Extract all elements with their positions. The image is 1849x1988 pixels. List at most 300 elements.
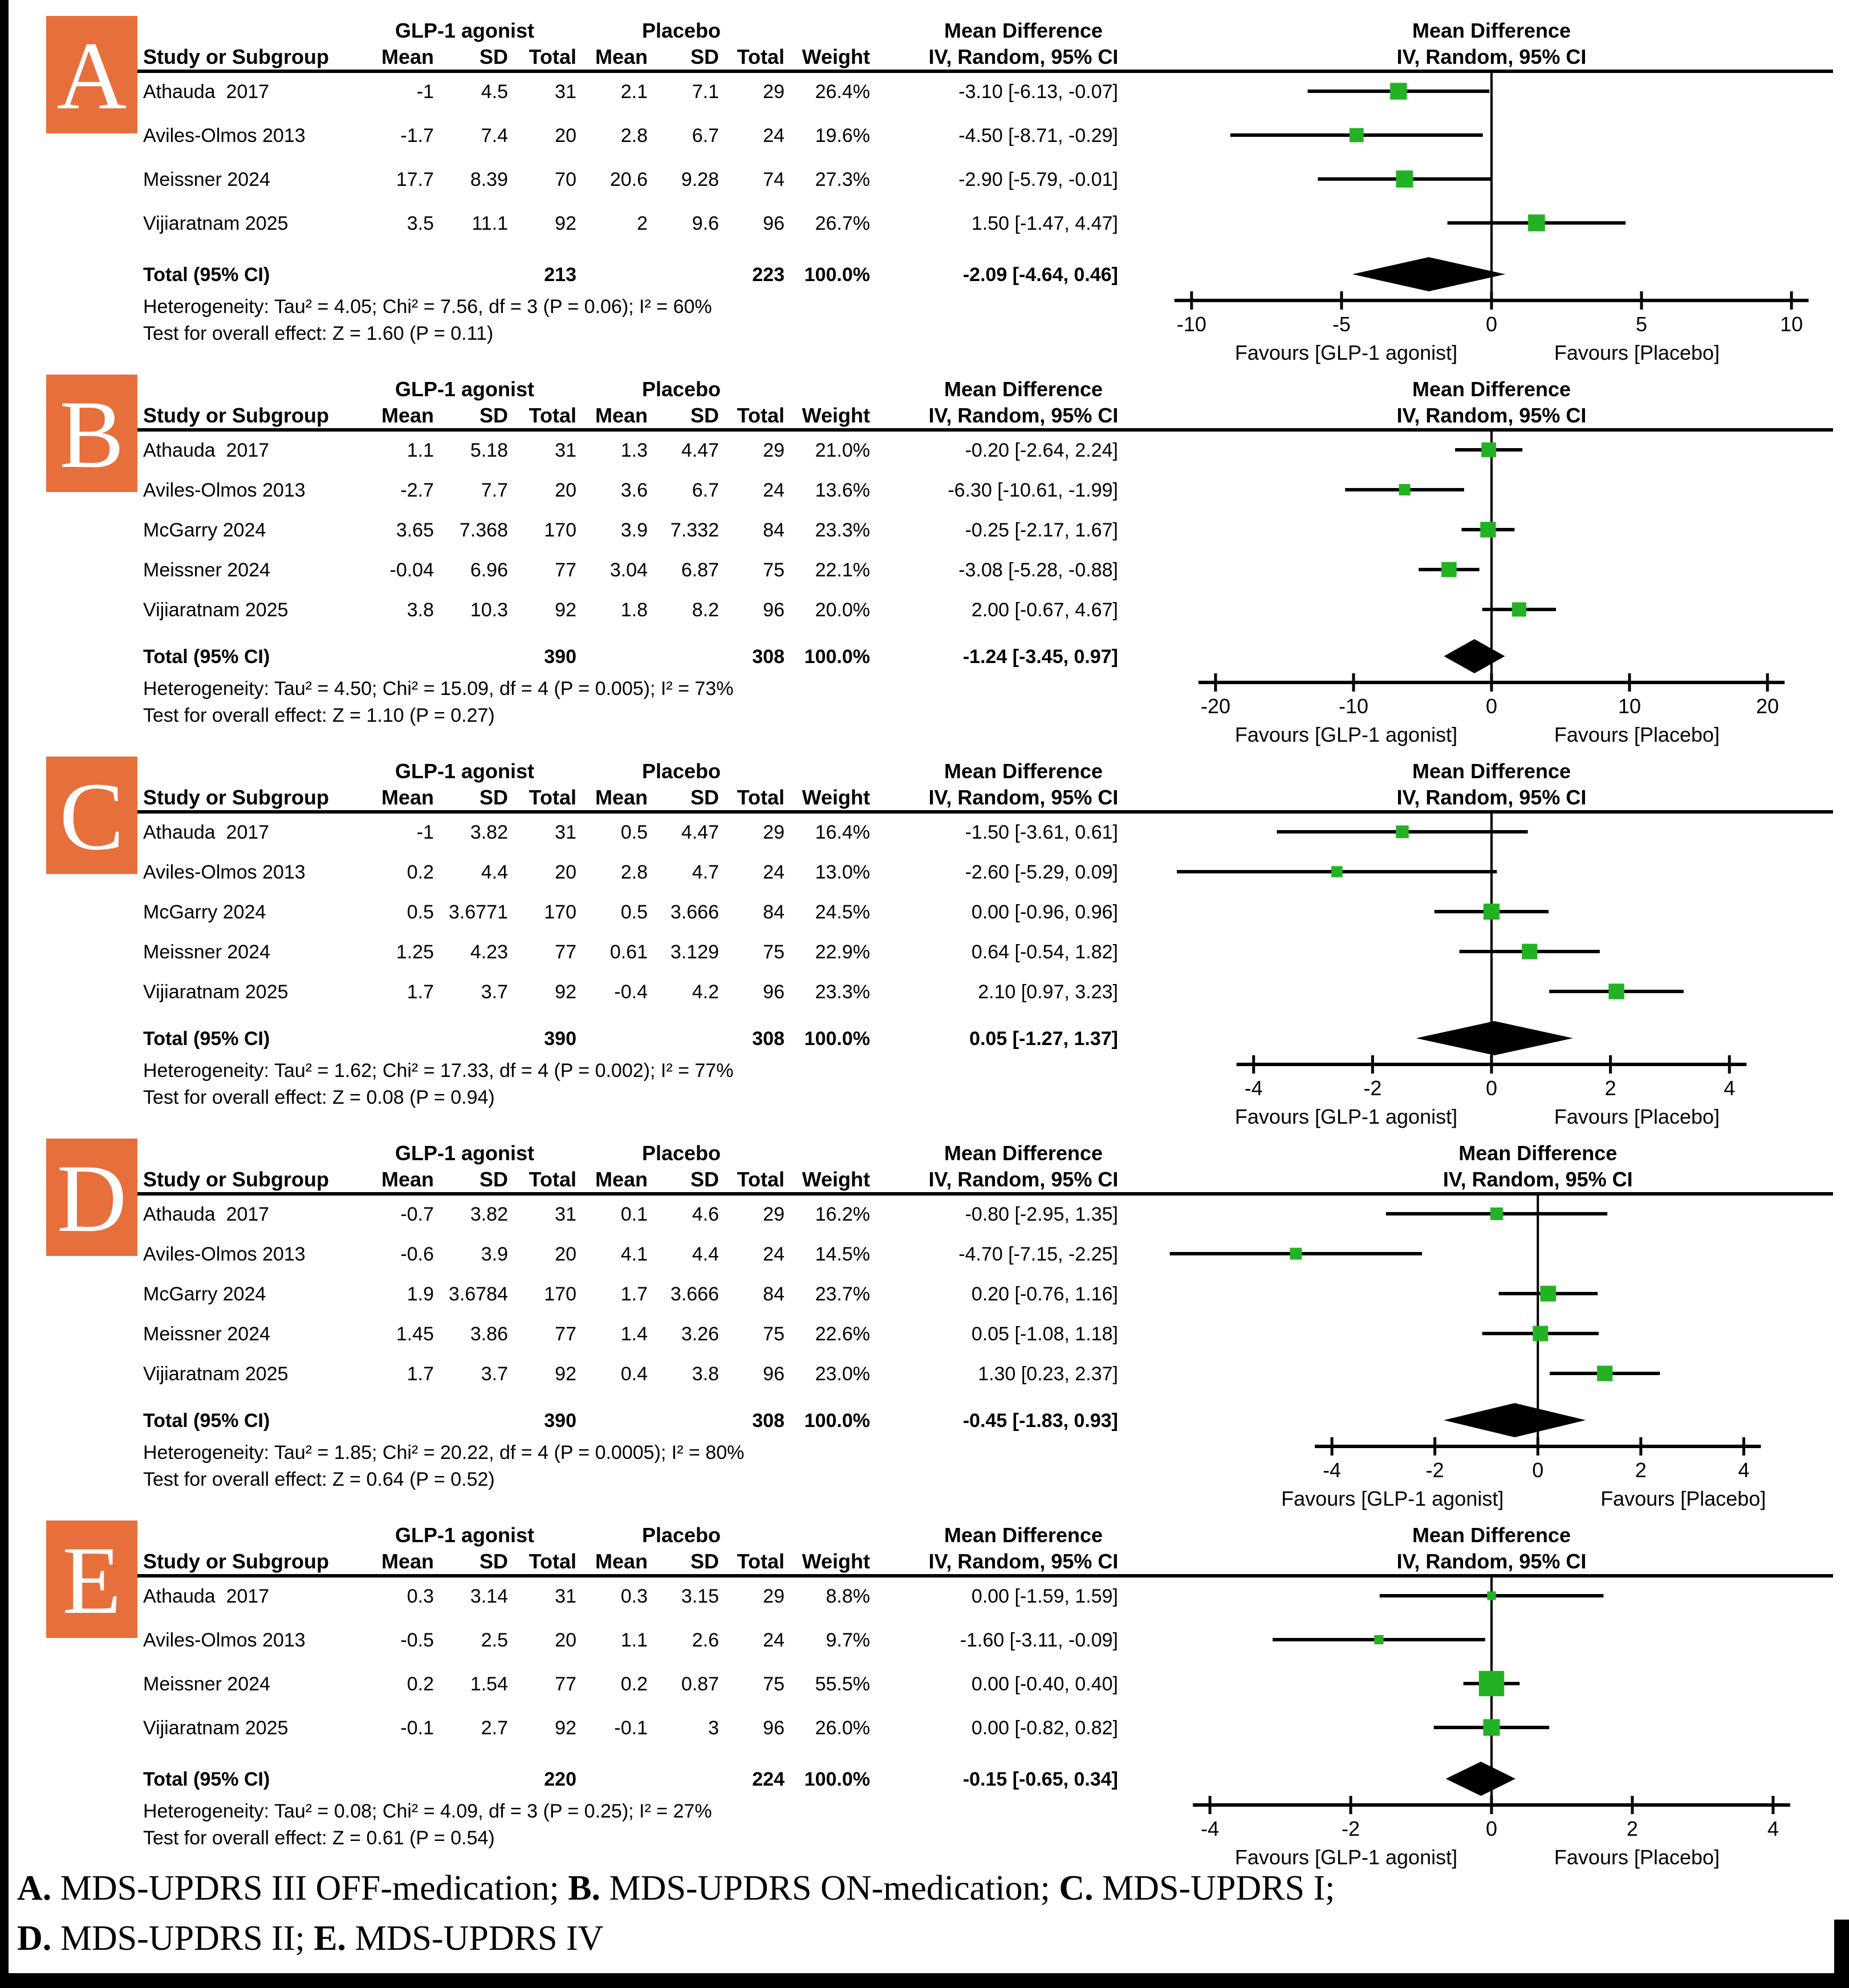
x-axis-tick-label: -5 (1332, 312, 1351, 336)
md-ci-value: -3.08 [-5.28, -0.88] (958, 559, 1118, 581)
pooled-diamond (1444, 639, 1505, 673)
total-md-ci: -0.15 [-0.65, 0.34] (962, 1769, 1118, 1790)
group2-value: 3.15 (681, 1585, 719, 1607)
effect-marker (1396, 826, 1408, 838)
panel-C-forest-plot (9, 753, 1849, 1135)
group2-value: 1.3 (620, 440, 648, 461)
group2-value: 96 (763, 981, 785, 1003)
column-header-total: Total (737, 1550, 785, 1573)
group1-value: 8.39 (470, 169, 508, 190)
group1-value: 20 (555, 479, 576, 501)
md-ci-value: -3.10 [-6.13, -0.07] (958, 81, 1118, 103)
favours-left-label: Favours [GLP-1 agonist] (1234, 341, 1458, 364)
total-weight: 100.0% (804, 1410, 870, 1432)
study-name: Aviles-Olmos 2013 (143, 861, 306, 883)
md-ci-value: -0.80 [-2.95, 1.35] (965, 1204, 1118, 1225)
group1-value: 170 (544, 1283, 576, 1305)
x-axis-tick-label: -10 (1176, 312, 1206, 336)
group2-value: 84 (763, 901, 785, 923)
md-plot-header: Mean Difference (1412, 759, 1571, 783)
group2-value: 75 (763, 1673, 785, 1695)
total-group2-n: 308 (752, 1410, 785, 1432)
column-header-total: Total (529, 786, 576, 809)
study-name: Vijiaratnam 2025 (143, 599, 288, 621)
heterogeneity-text: Heterogeneity: Tau² = 0.08; Chi² = 4.09, df = 3 (P = 0.25); I² = 27% (143, 1800, 712, 1822)
group2-value: 96 (763, 213, 785, 234)
weight-value: 27.3% (815, 169, 870, 190)
group1-value: 1.9 (407, 1283, 434, 1305)
column-header-sd: SD (479, 404, 508, 427)
header-separator-line (137, 810, 1833, 814)
column-header-weight: Weight (802, 786, 870, 809)
group2-value: 2.1 (620, 81, 648, 103)
weight-value: 19.6% (815, 125, 870, 147)
group2-value: 24 (763, 1243, 785, 1265)
panel-badge-letter: B (59, 381, 124, 488)
group1-value: 3.6771 (449, 901, 508, 923)
group2-value: 6.7 (692, 479, 719, 501)
group2-value: 24 (763, 861, 785, 883)
weight-value: 55.5% (815, 1673, 870, 1695)
caption-label-b: B. (568, 1869, 601, 1908)
column-header-mean: Mean (595, 45, 648, 68)
effect-marker (1390, 83, 1407, 99)
group1-value: 6.96 (470, 559, 508, 581)
group2-value: 9.6 (692, 213, 719, 234)
total-weight: 100.0% (804, 1028, 870, 1050)
group2-value: 2.8 (620, 125, 648, 147)
group1-value: 31 (555, 440, 576, 461)
panel-E-forest-plot (9, 1517, 1849, 1876)
x-axis-tick-label: -2 (1342, 1817, 1360, 1840)
md-ci-value: 2.00 [-0.67, 4.67] (971, 599, 1118, 621)
favours-left-label: Favours [GLP-1 agonist] (1234, 1105, 1458, 1128)
weight-value: 20.0% (815, 599, 870, 621)
header-separator-line (137, 70, 1833, 73)
study-name: Athauda 2017 (143, 1585, 270, 1607)
column-header-sd: SD (479, 45, 508, 68)
md-ci-value: -1.60 [-3.11, -0.09] (960, 1629, 1118, 1651)
group2-value: 2 (637, 213, 648, 234)
total-label: Total (95% CI) (143, 1028, 270, 1050)
md-ci-value: -1.50 [-3.61, 0.61] (965, 822, 1118, 843)
pooled-diamond (1444, 1403, 1586, 1437)
group1-value: 31 (555, 81, 576, 103)
group2-value: 2.6 (692, 1629, 719, 1651)
md-method-header: IV, Random, 95% CI (928, 1168, 1119, 1191)
group2-value: 4.6 (692, 1204, 719, 1225)
md-ci-value: 0.00 [-0.40, 0.40] (971, 1673, 1118, 1695)
x-axis-tick-label: 0 (1485, 1817, 1498, 1840)
caption-line-2 (17, 1913, 1824, 1963)
figure-border-corner (1834, 1920, 1849, 1988)
effect-marker (1350, 128, 1364, 143)
effect-marker (1608, 983, 1624, 999)
group2-value: 3.666 (670, 1283, 719, 1305)
group2-value: 0.2 (620, 1673, 648, 1695)
group1-value: 3.65 (396, 519, 434, 541)
x-axis-tick-label: -4 (1201, 1817, 1220, 1840)
group1-value: 7.368 (459, 519, 508, 541)
x-axis-tick-label: 4 (1724, 1076, 1736, 1100)
favours-left-label: Favours [GLP-1 agonist] (1234, 723, 1458, 746)
panel-A-forest-plot (9, 13, 1849, 371)
md-plot-header: Mean Difference (1458, 1141, 1618, 1165)
column-header-sd: SD (479, 1550, 508, 1573)
x-axis-tick-label: 5 (1636, 312, 1648, 336)
group2-value: 75 (763, 559, 785, 581)
study-name: Vijiaratnam 2025 (143, 1717, 288, 1739)
md-plot-header: Mean Difference (1412, 19, 1571, 42)
column-header-mean: Mean (595, 404, 648, 427)
effect-marker (1597, 1365, 1612, 1381)
effect-marker (1541, 1286, 1557, 1302)
x-axis-tick-label: 10 (1780, 312, 1803, 336)
md-ci-value: 0.00 [-0.82, 0.82] (971, 1717, 1118, 1739)
favours-right-label: Favours [Placebo] (1554, 1105, 1720, 1128)
md-ci-value: 1.50 [-1.47, 4.47] (971, 213, 1118, 234)
column-header-weight: Weight (802, 1168, 870, 1191)
group2-value: 29 (763, 81, 785, 103)
effect-marker (1481, 442, 1496, 457)
group2-value: 9.28 (681, 169, 719, 190)
group2-value: 4.4 (692, 1243, 719, 1265)
group2-value: 0.4 (620, 1363, 648, 1385)
favours-right-label: Favours [Placebo] (1554, 1845, 1720, 1869)
group1-value: 1.1 (407, 440, 434, 461)
total-label: Total (95% CI) (143, 646, 270, 668)
caption-label-a: A. (17, 1869, 52, 1908)
effect-marker (1374, 1635, 1383, 1644)
pooled-diamond (1352, 257, 1505, 291)
group1-value: 3.86 (470, 1323, 508, 1345)
column-header-mean: Mean (381, 786, 434, 809)
group2-value: 4.7 (692, 861, 719, 883)
md-plot-header: Mean Difference (1412, 1523, 1571, 1547)
group1-value: 170 (544, 901, 576, 923)
heterogeneity-text: Heterogeneity: Tau² = 1.62; Chi² = 17.33, df = 4 (P = 0.002); I² = 77% (143, 1060, 734, 1082)
weight-value: 22.6% (815, 1323, 870, 1345)
group1-value: 20 (555, 125, 576, 147)
md-ci-value: -2.90 [-5.79, -0.01] (958, 169, 1118, 190)
effect-marker (1480, 522, 1496, 537)
group1-value: 1.45 (396, 1323, 434, 1345)
effect-marker (1441, 562, 1457, 578)
group1-value: 3.8 (407, 599, 434, 621)
group1-value: 3.7 (481, 1363, 508, 1385)
group1-value: 1.54 (470, 1673, 508, 1695)
total-group2-n: 223 (752, 264, 785, 286)
group2-header: Placebo (641, 759, 721, 783)
study-name: Athauda 2017 (143, 1204, 270, 1225)
weight-value: 8.8% (826, 1585, 870, 1607)
group2-value: 3.04 (609, 559, 648, 581)
x-axis-tick-label: 0 (1485, 694, 1498, 718)
group2-header: Placebo (641, 1523, 721, 1547)
x-axis-tick-label: 4 (1738, 1458, 1750, 1482)
effect-marker (1290, 1248, 1302, 1260)
group1-value: 5.18 (470, 440, 508, 461)
group1-value: 3.9 (481, 1243, 508, 1265)
weight-value: 16.2% (815, 1204, 870, 1225)
panel-B-forest-plot (9, 371, 1849, 753)
effect-marker (1399, 484, 1411, 495)
column-header-total: Total (737, 786, 785, 809)
x-axis-tick-label: 4 (1767, 1817, 1779, 1840)
effect-marker (1483, 1719, 1499, 1735)
panels-container (9, 13, 1849, 1876)
weight-value: 21.0% (815, 440, 870, 461)
group1-value: -1 (416, 81, 434, 103)
total-weight: 100.0% (804, 1769, 870, 1790)
study-name: Vijiaratnam 2025 (143, 213, 288, 234)
group1-header: GLP-1 agonist (395, 759, 535, 783)
group2-value: 0.5 (620, 901, 648, 923)
column-header-mean: Mean (381, 45, 434, 68)
total-group1-n: 220 (544, 1769, 576, 1790)
md-ci-value: 1.30 [0.23, 2.37] (978, 1363, 1118, 1385)
column-header-total: Total (737, 404, 785, 427)
group1-value: 77 (555, 941, 576, 963)
column-header-sd: SD (690, 786, 719, 809)
total-md-ci: -2.09 [-4.64, 0.46] (962, 264, 1118, 286)
figure-border-bottom (0, 1973, 1849, 1988)
group2-value: 0.1 (620, 1204, 648, 1225)
x-axis-tick-label: -4 (1323, 1458, 1342, 1482)
study-name: McGarry 2024 (143, 519, 266, 541)
group2-value: 4.47 (681, 440, 719, 461)
study-name: McGarry 2024 (143, 901, 266, 923)
column-header-mean: Mean (381, 404, 434, 427)
weight-value: 24.5% (815, 901, 870, 923)
md-ci-value: 0.00 [-0.96, 0.96] (971, 901, 1118, 923)
md-ci-value: 0.00 [-1.59, 1.59] (971, 1585, 1118, 1607)
column-header-mean: Mean (595, 1168, 648, 1191)
study-name: Meissner 2024 (143, 941, 271, 963)
group2-value: 7.1 (692, 81, 719, 103)
md-column-header: Mean Difference (944, 759, 1103, 783)
pooled-diamond (1416, 1021, 1573, 1055)
overall-effect-text: Test for overall effect: Z = 1.10 (P = 0.27) (143, 705, 495, 726)
group2-value: 96 (763, 1363, 785, 1385)
total-group2-n: 224 (752, 1769, 785, 1790)
md-ci-value: 0.05 [-1.08, 1.18] (971, 1323, 1118, 1345)
group2-value: 96 (763, 1717, 785, 1739)
group2-value: 4.1 (620, 1243, 648, 1265)
md-plot-method-header: IV, Random, 95% CI (1396, 404, 1587, 427)
column-header-weight: Weight (802, 45, 870, 68)
weight-value: 23.3% (815, 981, 870, 1003)
md-column-header: Mean Difference (944, 377, 1103, 401)
group2-value: -0.1 (614, 1717, 648, 1739)
study-column-header: Study or Subgroup (143, 786, 329, 809)
group1-value: 92 (555, 599, 576, 621)
md-plot-method-header: IV, Random, 95% CI (1396, 786, 1587, 809)
weight-value: 13.6% (815, 479, 870, 501)
overall-effect-text: Test for overall effect: Z = 0.08 (P = 0.94) (143, 1087, 495, 1108)
caption-label-e: E. (314, 1919, 347, 1958)
md-method-header: IV, Random, 95% CI (928, 1550, 1119, 1573)
group2-value: 75 (763, 941, 785, 963)
column-header-mean: Mean (381, 1168, 434, 1191)
md-method-header: IV, Random, 95% CI (928, 45, 1119, 68)
column-header-total: Total (529, 1168, 576, 1191)
group2-value: 3.9 (620, 519, 648, 541)
favours-right-label: Favours [Placebo] (1554, 341, 1720, 364)
panel-D-forest-plot (9, 1135, 1849, 1517)
group1-value: 77 (555, 1323, 576, 1345)
group2-value: 74 (763, 169, 785, 190)
heterogeneity-text: Heterogeneity: Tau² = 1.85; Chi² = 20.22, df = 4 (P = 0.0005); I² = 80% (143, 1442, 745, 1463)
column-header-total: Total (737, 45, 785, 68)
group1-value: 4.4 (481, 861, 508, 883)
group2-value: 75 (763, 1323, 785, 1345)
group1-value: 92 (555, 981, 576, 1003)
group2-value: 96 (763, 599, 785, 621)
x-axis-tick-label: 2 (1635, 1458, 1647, 1482)
study-column-header: Study or Subgroup (143, 1550, 329, 1573)
total-md-ci: -0.45 [-1.83, 0.93] (962, 1410, 1118, 1432)
group2-value: 6.7 (692, 125, 719, 147)
group2-value: -0.4 (614, 981, 648, 1003)
caption-text-b: MDS-UPDRS ON-medication; (600, 1869, 1059, 1908)
group1-value: -0.1 (400, 1717, 434, 1739)
group1-value: -1.7 (400, 125, 434, 147)
group1-header: GLP-1 agonist (395, 377, 535, 401)
column-header-total: Total (529, 45, 576, 68)
group1-value: 31 (555, 1585, 576, 1607)
group2-header: Placebo (641, 1141, 721, 1165)
md-column-header: Mean Difference (944, 1523, 1103, 1547)
md-ci-value: -4.70 [-7.15, -2.25] (958, 1243, 1118, 1265)
md-ci-value: 0.64 [-0.54, 1.82] (971, 941, 1118, 963)
group2-value: 0.87 (681, 1673, 719, 1695)
total-weight: 100.0% (804, 646, 870, 668)
weight-value: 13.0% (815, 861, 870, 883)
group1-value: -0.6 (400, 1243, 434, 1265)
weight-value: 9.7% (826, 1629, 870, 1651)
x-axis-tick-label: 0 (1485, 312, 1498, 336)
overall-effect-text: Test for overall effect: Z = 0.61 (P = 0.54) (143, 1827, 495, 1849)
caption-label-c: C. (1059, 1869, 1094, 1908)
group1-value: 0.5 (407, 901, 434, 923)
favours-right-label: Favours [Placebo] (1600, 1487, 1766, 1510)
x-axis-tick-label: -2 (1425, 1458, 1444, 1482)
md-plot-header: Mean Difference (1412, 377, 1571, 401)
group2-value: 1.7 (620, 1283, 648, 1305)
header-separator-line (137, 428, 1833, 432)
zero-reference-line (1490, 432, 1493, 682)
study-name: McGarry 2024 (143, 1283, 266, 1305)
md-ci-value: 0.20 [-0.76, 1.16] (971, 1283, 1118, 1305)
total-weight: 100.0% (804, 264, 870, 286)
group1-value: 3.5 (407, 213, 434, 234)
group2-value: 29 (763, 822, 785, 843)
study-name: Aviles-Olmos 2013 (143, 125, 306, 147)
weight-value: 23.7% (815, 1283, 870, 1305)
study-name: Meissner 2024 (143, 559, 271, 581)
group1-value: -2.7 (400, 479, 434, 501)
group1-value: 10.3 (470, 599, 508, 621)
group2-value: 24 (763, 479, 785, 501)
group2-value: 29 (763, 440, 785, 461)
group2-value: 1.4 (620, 1323, 648, 1345)
weight-value: 14.5% (815, 1243, 870, 1265)
column-header-sd: SD (690, 1550, 719, 1573)
group1-value: 170 (544, 519, 576, 541)
weight-value: 26.7% (815, 213, 870, 234)
panel-badge-letter: A (56, 22, 127, 129)
group1-value: 0.3 (407, 1585, 434, 1607)
effect-marker (1490, 1208, 1503, 1220)
favours-left-label: Favours [GLP-1 agonist] (1281, 1487, 1504, 1510)
weight-value: 26.0% (815, 1717, 870, 1739)
md-column-header: Mean Difference (944, 1141, 1103, 1165)
column-header-mean: Mean (381, 1550, 434, 1573)
study-name: Athauda 2017 (143, 81, 270, 103)
group1-value: -1 (416, 822, 434, 843)
md-plot-method-header: IV, Random, 95% CI (1396, 45, 1587, 68)
md-method-header: IV, Random, 95% CI (928, 404, 1119, 427)
weight-value: 23.3% (815, 519, 870, 541)
group2-value: 24 (763, 1629, 785, 1651)
total-label: Total (95% CI) (143, 264, 270, 286)
column-header-total: Total (737, 1168, 785, 1191)
md-ci-value: -2.60 [-5.29, 0.09] (965, 861, 1118, 883)
group1-value: -0.5 (400, 1629, 434, 1651)
column-header-total: Total (529, 1550, 576, 1573)
study-name: Meissner 2024 (143, 1323, 271, 1345)
group2-value: 3.666 (670, 901, 719, 923)
total-md-ci: -1.24 [-3.45, 0.97] (962, 646, 1118, 668)
group2-value: 0.61 (609, 941, 648, 963)
column-header-sd: SD (690, 404, 719, 427)
group2-value: 4.47 (681, 822, 719, 843)
overall-effect-text: Test for overall effect: Z = 1.60 (P = 0.11) (143, 323, 494, 344)
panel-badge-letter: D (56, 1145, 127, 1252)
total-group1-n: 213 (544, 264, 576, 286)
group1-value: 11.1 (472, 213, 508, 234)
x-axis-tick-label: -2 (1363, 1076, 1382, 1100)
study-column-header: Study or Subgroup (143, 1168, 329, 1191)
group2-value: 29 (763, 1204, 785, 1225)
panel-badge-letter: C (59, 763, 124, 870)
group2-value: 3.129 (670, 941, 719, 963)
group1-value: 3.14 (470, 1585, 508, 1607)
group2-value: 84 (763, 1283, 785, 1305)
x-axis-tick-label: -4 (1244, 1076, 1263, 1100)
effect-marker (1522, 944, 1537, 959)
x-axis-tick-label: 0 (1532, 1458, 1544, 1482)
total-group1-n: 390 (544, 1410, 576, 1432)
total-group1-n: 390 (544, 1028, 576, 1050)
total-label: Total (95% CI) (143, 1769, 270, 1790)
group1-value: 3.82 (470, 1204, 508, 1225)
group1-value: 0.2 (407, 1673, 434, 1695)
weight-value: 22.9% (815, 941, 870, 963)
caption-line-1 (17, 1863, 1824, 1913)
total-group2-n: 308 (752, 646, 785, 668)
study-name: Vijiaratnam 2025 (143, 981, 288, 1003)
panel-badge-letter: E (62, 1527, 121, 1634)
total-md-ci: 0.05 [-1.27, 1.37] (969, 1028, 1118, 1050)
x-axis-tick-label: -10 (1338, 694, 1369, 718)
caption-text-d: MDS-UPDRS II; (51, 1919, 314, 1958)
weight-value: 26.4% (815, 81, 870, 103)
x-axis-tick-label: 20 (1755, 694, 1779, 718)
group2-value: 1.1 (620, 1629, 648, 1651)
total-label: Total (95% CI) (143, 1410, 270, 1432)
